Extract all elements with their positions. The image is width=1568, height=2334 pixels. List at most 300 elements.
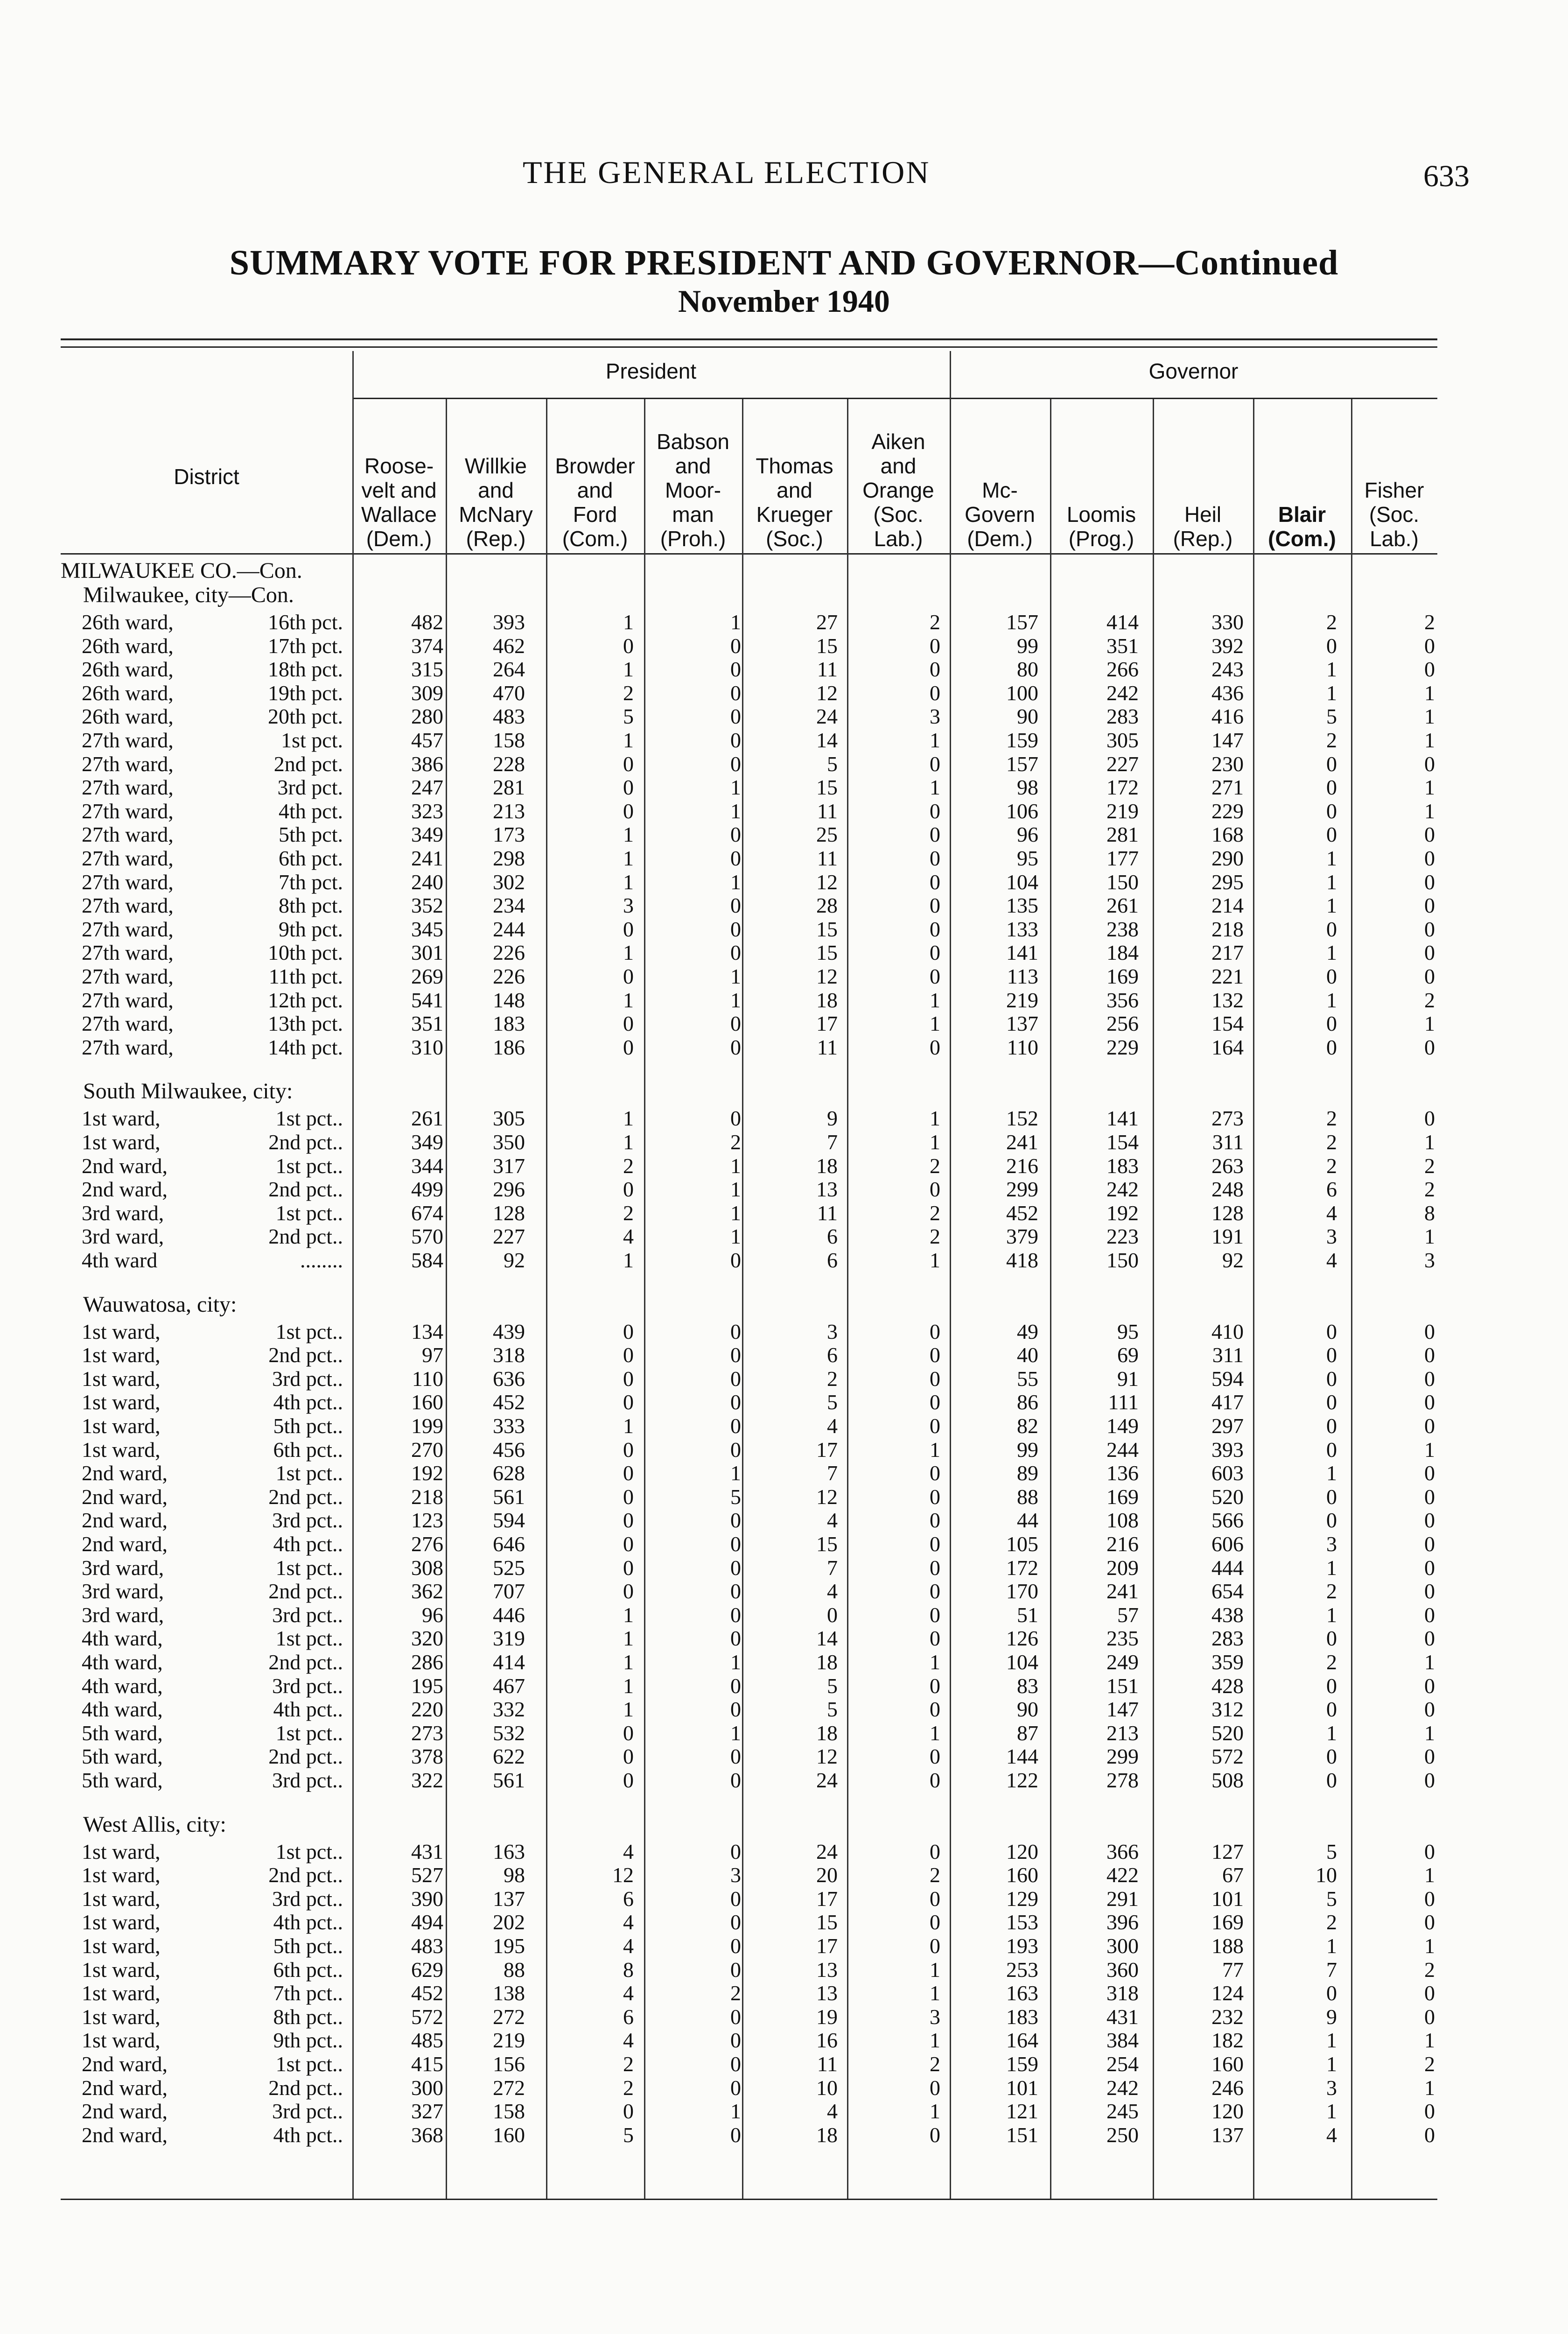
vote-cell: 261 [411, 1106, 443, 1131]
ward-label: 4th ward, [82, 1673, 163, 1698]
vote-cell: 0 [730, 1532, 741, 1556]
vote-cell: 0 [730, 2075, 741, 2100]
vote-cell: 452 [1006, 1201, 1038, 1225]
vote-cell: 144 [1006, 1744, 1038, 1769]
vote-cell: 431 [411, 1839, 443, 1863]
vote-cell: 120 [1211, 2099, 1244, 2123]
vote-cell: 2 [1424, 2052, 1435, 2076]
vote-cell: 242 [1106, 2075, 1139, 2100]
vote-cell: 390 [411, 1886, 443, 1911]
vote-cell: 122 [1006, 1768, 1038, 1792]
table-row [0, 1438, 1568, 1462]
vote-cell: 3 [827, 1319, 838, 1343]
vote-cell: 149 [1106, 1414, 1139, 1438]
vote-cell: 4 [827, 1579, 838, 1603]
vote-cell: 15 [816, 775, 838, 800]
vote-cell: 1 [623, 1626, 634, 1651]
vote-cell: 99 [1017, 633, 1038, 658]
vote-cell: 132 [1211, 988, 1244, 1012]
vote-cell: 1 [930, 2028, 940, 2053]
column-header-line: Govern [965, 502, 1035, 527]
ward-label: 1st ward, [82, 1981, 161, 2005]
vote-cell: 10 [816, 2075, 838, 2100]
vote-cell: 80 [1017, 657, 1038, 682]
vote-cell: 0 [930, 1910, 940, 1934]
vote-cell: 1 [930, 988, 940, 1012]
vote-cell: 244 [493, 917, 525, 941]
vote-cell: 0 [1424, 1768, 1435, 1792]
precinct-label: 17th pct. [268, 633, 343, 658]
vote-cell: 0 [1326, 752, 1337, 776]
precinct-label: 2nd pct.. [268, 1863, 343, 1887]
vote-cell: 3 [930, 704, 940, 729]
table-row [0, 1863, 1568, 1887]
vote-cell: 266 [1106, 657, 1139, 682]
vote-cell: 0 [623, 1437, 634, 1462]
vote-cell: 57 [1117, 1603, 1139, 1627]
vote-cell: 0 [1424, 1343, 1435, 1367]
vote-cell: 14 [816, 728, 838, 752]
vote-cell: 164 [1006, 2028, 1038, 2053]
vote-cell: 92 [504, 1248, 525, 1272]
table-row [0, 1485, 1568, 1509]
ward-label: 2nd ward, [82, 1508, 168, 1533]
vote-cell: 2 [623, 2075, 634, 2100]
vote-cell: 0 [623, 1721, 634, 1745]
column-header-line: Roose- [364, 454, 434, 478]
vote-cell: 170 [1006, 1579, 1038, 1603]
vote-cell: 0 [1424, 941, 1435, 965]
vote-cell: 312 [1211, 1697, 1244, 1722]
vote-cell: 1 [1326, 2099, 1337, 2123]
vote-cell: 169 [1106, 964, 1139, 988]
vote-cell: 1 [1424, 1721, 1435, 1745]
vote-cell: 168 [1211, 823, 1244, 847]
vote-cell: 183 [1006, 2004, 1038, 2029]
vote-cell: 1 [623, 988, 634, 1012]
precinct-label: 4th pct.. [273, 1390, 343, 1414]
table-row [0, 1367, 1568, 1391]
vote-cell: 1 [730, 1461, 741, 1485]
vote-cell: 243 [1211, 657, 1244, 682]
precinct-label: 1st pct.. [275, 1555, 343, 1580]
vote-cell: 5 [827, 1673, 838, 1698]
vote-cell: 1 [930, 1106, 940, 1131]
vote-cell: 242 [1106, 681, 1139, 705]
vote-cell: 414 [493, 1650, 525, 1674]
vote-cell: 5 [827, 1390, 838, 1414]
vote-cell: 6 [827, 1343, 838, 1367]
table-row [0, 752, 1568, 776]
table-row [0, 1910, 1568, 1934]
ward-label: 2nd ward, [82, 1177, 168, 1202]
precinct-label: 5th pct.. [273, 1934, 343, 1958]
vote-cell: 159 [1006, 2052, 1038, 2076]
vote-cell: 158 [493, 728, 525, 752]
vote-cell: 1 [1424, 2075, 1435, 2100]
table-row [0, 1674, 1568, 1698]
vote-cell: 88 [504, 1957, 525, 1982]
vote-cell: 323 [411, 799, 443, 823]
vote-cell: 283 [1211, 1626, 1244, 1651]
vote-cell: 12 [816, 1744, 838, 1769]
table-row [0, 1887, 1568, 1911]
precinct-label: 3rd pct.. [272, 2099, 343, 2123]
vote-cell: 8 [623, 1957, 634, 1982]
vote-cell: 2 [1326, 1153, 1337, 1178]
vote-cell: 1 [730, 1153, 741, 1178]
vote-cell: 1 [623, 870, 634, 894]
vote-cell: 0 [623, 1319, 634, 1343]
vote-cell: 24 [816, 704, 838, 729]
precinct-label: 2nd pct.. [268, 2075, 343, 2100]
vote-cell: 1 [623, 1650, 634, 1674]
vote-cell: 88 [1017, 1484, 1038, 1509]
vote-cell: 0 [1424, 1390, 1435, 1414]
vote-cell: 457 [411, 728, 443, 752]
ward-label: 26th ward, [82, 633, 174, 658]
vote-cell: 19 [816, 2004, 838, 2029]
table-row [0, 823, 1568, 846]
vote-cell: 154 [1106, 1130, 1139, 1154]
vote-cell: 213 [493, 799, 525, 823]
vote-cell: 1 [930, 1721, 940, 1745]
vote-cell: 110 [412, 1366, 443, 1391]
precinct-label: 2nd pct.. [268, 1484, 343, 1509]
table-row [0, 1201, 1568, 1225]
vote-cell: 150 [1106, 1248, 1139, 1272]
vote-cell: 0 [1424, 1484, 1435, 1509]
vote-cell: 1 [930, 1957, 940, 1982]
ward-label: 27th ward, [82, 964, 174, 988]
vote-cell: 0 [1326, 1768, 1337, 1792]
vote-cell: 172 [1106, 775, 1139, 800]
president-group-header: President [605, 359, 697, 383]
vote-cell: 11 [817, 2052, 838, 2076]
vote-cell: 4 [827, 1414, 838, 1438]
vote-cell: 15 [816, 917, 838, 941]
vote-cell: 164 [1211, 1035, 1244, 1059]
running-head: THE GENERAL ELECTION [523, 155, 931, 190]
precinct-label: 2nd pct.. [268, 1177, 343, 1202]
vote-cell: 311 [1212, 1130, 1244, 1154]
vote-cell: 0 [930, 1673, 940, 1698]
vote-cell: 184 [1106, 941, 1139, 965]
vote-cell: 160 [1211, 2052, 1244, 2076]
table-row [0, 1721, 1568, 1745]
vote-cell: 606 [1211, 1532, 1244, 1556]
vote-cell: 158 [493, 2099, 525, 2123]
precinct-label: 6th pct.. [273, 1437, 343, 1462]
vote-cell: 561 [493, 1768, 525, 1792]
vote-cell: 244 [1106, 1437, 1139, 1462]
vote-cell: 11 [817, 846, 838, 870]
vote-cell: 527 [411, 1863, 443, 1887]
vote-cell: 297 [1211, 1414, 1244, 1438]
vote-cell: 1 [1424, 799, 1435, 823]
vote-cell: 508 [1211, 1768, 1244, 1792]
vote-cell: 485 [411, 2028, 443, 2053]
vote-cell: 707 [493, 1579, 525, 1603]
vote-cell: 163 [493, 1839, 525, 1863]
vote-cell: 0 [730, 1744, 741, 1769]
vote-cell: 0 [623, 917, 634, 941]
vote-cell: 169 [1106, 1484, 1139, 1509]
vote-cell: 134 [411, 1319, 443, 1343]
table-row [0, 1224, 1568, 1248]
vote-cell: 566 [1211, 1508, 1244, 1533]
vote-cell: 4 [623, 1910, 634, 1934]
vote-cell: 417 [1211, 1390, 1244, 1414]
column-header-line: (Rep.) [466, 527, 526, 551]
vote-cell: 0 [730, 1508, 741, 1533]
vote-cell: 311 [1212, 1343, 1244, 1367]
vote-cell: 128 [493, 1201, 525, 1225]
vote-cell: 272 [493, 2075, 525, 2100]
vote-cell: 301 [411, 941, 443, 965]
vote-cell: 191 [1211, 1224, 1244, 1249]
vote-cell: 2 [930, 610, 940, 634]
vote-cell: 216 [1106, 1532, 1139, 1556]
vote-cell: 4 [1326, 1248, 1337, 1272]
vote-cell: 0 [1424, 1981, 1435, 2005]
vote-cell: 0 [1424, 1461, 1435, 1485]
vote-cell: 8 [1424, 1201, 1435, 1225]
precinct-label: 3rd pct.. [272, 1673, 343, 1698]
vote-cell: 2 [1424, 988, 1435, 1012]
vote-cell: 0 [730, 1414, 741, 1438]
table-row [0, 2099, 1568, 2123]
precinct-label: 1st pct.. [275, 1106, 343, 1131]
vote-cell: 300 [1106, 1934, 1139, 1958]
vote-cell: 40 [1017, 1343, 1038, 1367]
vote-cell: 0 [1424, 917, 1435, 941]
vote-cell: 4 [827, 1508, 838, 1533]
vote-cell: 126 [1006, 1626, 1038, 1651]
vote-cell: 299 [1106, 1744, 1139, 1769]
vote-cell: 193 [1006, 1934, 1038, 1958]
vote-cell: 594 [1211, 1366, 1244, 1391]
table-row [0, 1343, 1568, 1367]
vote-cell: 2 [1326, 610, 1337, 634]
ward-label: 27th ward, [82, 917, 174, 941]
vote-cell: 368 [411, 2123, 443, 2147]
vote-cell: 359 [1211, 1650, 1244, 1674]
vote-cell: 3 [1424, 1248, 1435, 1272]
vote-cell: 86 [1017, 1390, 1038, 1414]
vote-cell: 286 [411, 1650, 443, 1674]
precinct-label: 7th pct.. [273, 1981, 343, 2005]
vote-cell: 15 [816, 633, 838, 658]
vote-cell: 0 [930, 1934, 940, 1958]
vote-cell: 646 [493, 1532, 525, 1556]
column-header-line: Lab.) [1370, 527, 1419, 551]
vote-cell: 305 [493, 1106, 525, 1131]
vote-cell: 249 [1106, 1650, 1139, 1674]
vote-cell: 299 [1006, 1177, 1038, 1202]
vote-cell: 230 [1211, 752, 1244, 776]
vote-cell: 18 [816, 2123, 838, 2147]
ward-label: 2nd ward, [82, 1461, 168, 1485]
vote-cell: 0 [1424, 893, 1435, 918]
vote-cell: 0 [1424, 964, 1435, 988]
vote-cell: 95 [1117, 1319, 1139, 1343]
vote-cell: 0 [730, 1673, 741, 1698]
vote-cell: 220 [411, 1697, 443, 1722]
column-header-line: man [672, 502, 714, 527]
column-header-line: (Soc.) [766, 527, 823, 551]
vote-cell: 188 [1211, 1934, 1244, 1958]
ward-label: 5th ward, [82, 1768, 163, 1792]
table-row [0, 1508, 1568, 1532]
vote-cell: 462 [493, 633, 525, 658]
vote-cell: 278 [1106, 1768, 1139, 1792]
vote-cell: 1 [1326, 2052, 1337, 2076]
vote-cell: 483 [493, 704, 525, 729]
vote-cell: 148 [493, 988, 525, 1012]
vote-cell: 0 [930, 1484, 940, 1509]
vote-cell: 160 [411, 1390, 443, 1414]
column-header [1050, 502, 1153, 551]
vote-cell: 0 [730, 1579, 741, 1603]
vote-cell: 1 [730, 610, 741, 634]
vote-cell: 0 [827, 1603, 838, 1627]
table-row [0, 634, 1568, 658]
vote-cell: 15 [816, 1532, 838, 1556]
vote-cell: 2 [1326, 1106, 1337, 1131]
section-heading: Wauwatosa, city: [83, 1292, 237, 1317]
table-row [0, 1035, 1568, 1059]
vote-cell: 1 [623, 823, 634, 847]
vote-cell: 322 [411, 1768, 443, 1792]
vote-cell: 160 [1006, 1863, 1038, 1887]
vote-cell: 127 [1211, 1839, 1244, 1863]
vote-cell: 0 [730, 1603, 741, 1627]
vote-cell: 0 [1424, 1839, 1435, 1863]
vote-cell: 392 [1211, 633, 1244, 658]
column-header-line: Loomis [1066, 502, 1136, 527]
vote-cell: 1 [930, 1248, 940, 1272]
table-row [0, 988, 1568, 1012]
vote-cell: 2 [623, 1201, 634, 1225]
vote-cell: 302 [493, 870, 525, 894]
vote-cell: 1 [623, 1697, 634, 1722]
vote-cell: 137 [1006, 1012, 1038, 1036]
vote-cell: 226 [493, 964, 525, 988]
vote-cell: 396 [1106, 1910, 1139, 1934]
vote-cell: 18 [816, 1153, 838, 1178]
vote-cell: 192 [411, 1461, 443, 1485]
district-header: District [174, 464, 239, 489]
vote-cell: 0 [1424, 633, 1435, 658]
table-row [0, 2076, 1568, 2100]
vote-cell: 0 [1424, 2004, 1435, 2029]
column-header [352, 454, 446, 551]
vote-cell: 5 [1326, 1839, 1337, 1863]
vote-cell: 18 [816, 1721, 838, 1745]
vote-cell: 290 [1211, 846, 1244, 870]
vote-cell: 0 [930, 1744, 940, 1769]
precinct-label: 2nd pct.. [268, 1744, 343, 1769]
vote-cell: 1 [930, 775, 940, 800]
vote-cell: 219 [493, 2028, 525, 2053]
ward-label: 27th ward, [82, 893, 174, 918]
vote-cell: 0 [1424, 1697, 1435, 1722]
vote-cell: 246 [1211, 2075, 1244, 2100]
vote-cell: 2 [930, 1224, 940, 1249]
vote-cell: 0 [623, 1508, 634, 1533]
vote-cell: 5 [1326, 704, 1337, 729]
vote-cell: 15 [816, 941, 838, 965]
vote-cell: 1 [1326, 870, 1337, 894]
vote-cell: 1 [1424, 728, 1435, 752]
vote-cell: 0 [1326, 1697, 1337, 1722]
vote-cell: 0 [1326, 964, 1337, 988]
precinct-label: 16th pct. [268, 610, 343, 634]
vote-cell: 2 [1424, 1957, 1435, 1982]
vote-cell: 1 [1424, 1012, 1435, 1036]
vote-cell: 0 [730, 1366, 741, 1391]
vote-cell: 3 [623, 893, 634, 918]
precinct-label: 18th pct. [268, 657, 343, 682]
vote-cell: 3 [730, 1863, 741, 1887]
vote-cell: 0 [730, 893, 741, 918]
vote-cell: 654 [1211, 1579, 1244, 1603]
precinct-label: 3rd pct.. [272, 1768, 343, 1792]
vote-cell: 0 [1326, 1414, 1337, 1438]
ward-label: 26th ward, [82, 681, 174, 705]
ward-label: 4th ward, [82, 1626, 163, 1651]
vote-cell: 1 [1424, 1130, 1435, 1154]
table-row [0, 1556, 1568, 1580]
vote-cell: 256 [1106, 1012, 1139, 1036]
vote-cell: 0 [730, 633, 741, 658]
vote-cell: 113 [1007, 964, 1038, 988]
column-header-line: (Soc. [873, 502, 924, 527]
precinct-label: 1st pct.. [275, 1626, 343, 1651]
vote-cell: 0 [1424, 1603, 1435, 1627]
table-row [0, 2052, 1568, 2076]
column-header-line: McNary [459, 502, 533, 527]
vote-cell: 137 [1211, 2123, 1244, 2147]
vote-cell: 17 [816, 1012, 838, 1036]
vote-cell: 0 [930, 1319, 940, 1343]
vote-cell: 101 [1211, 1886, 1244, 1911]
ward-label: 1st ward, [82, 1130, 161, 1154]
table-row [0, 1414, 1568, 1438]
vote-cell: 13 [816, 1177, 838, 1202]
vote-cell: 0 [930, 1366, 940, 1391]
vote-cell: 295 [1211, 870, 1244, 894]
vote-cell: 0 [730, 1910, 741, 1934]
vote-cell: 0 [930, 681, 940, 705]
precinct-label: 4th pct.. [273, 2123, 343, 2147]
vote-cell: 159 [1006, 728, 1038, 752]
vote-cell: 572 [1211, 1744, 1244, 1769]
vote-cell: 0 [930, 1532, 940, 1556]
vote-cell: 436 [1211, 681, 1244, 705]
vote-cell: 218 [411, 1484, 443, 1509]
vote-cell: 1 [1326, 846, 1337, 870]
table-row [0, 2028, 1568, 2052]
vote-cell: 520 [1211, 1721, 1244, 1745]
vote-cell: 0 [930, 1461, 940, 1485]
vote-cell: 446 [493, 1603, 525, 1627]
vote-cell: 160 [493, 2123, 525, 2147]
vote-cell: 309 [411, 681, 443, 705]
vote-cell: 2 [827, 1366, 838, 1391]
ward-label: 27th ward, [82, 752, 174, 776]
